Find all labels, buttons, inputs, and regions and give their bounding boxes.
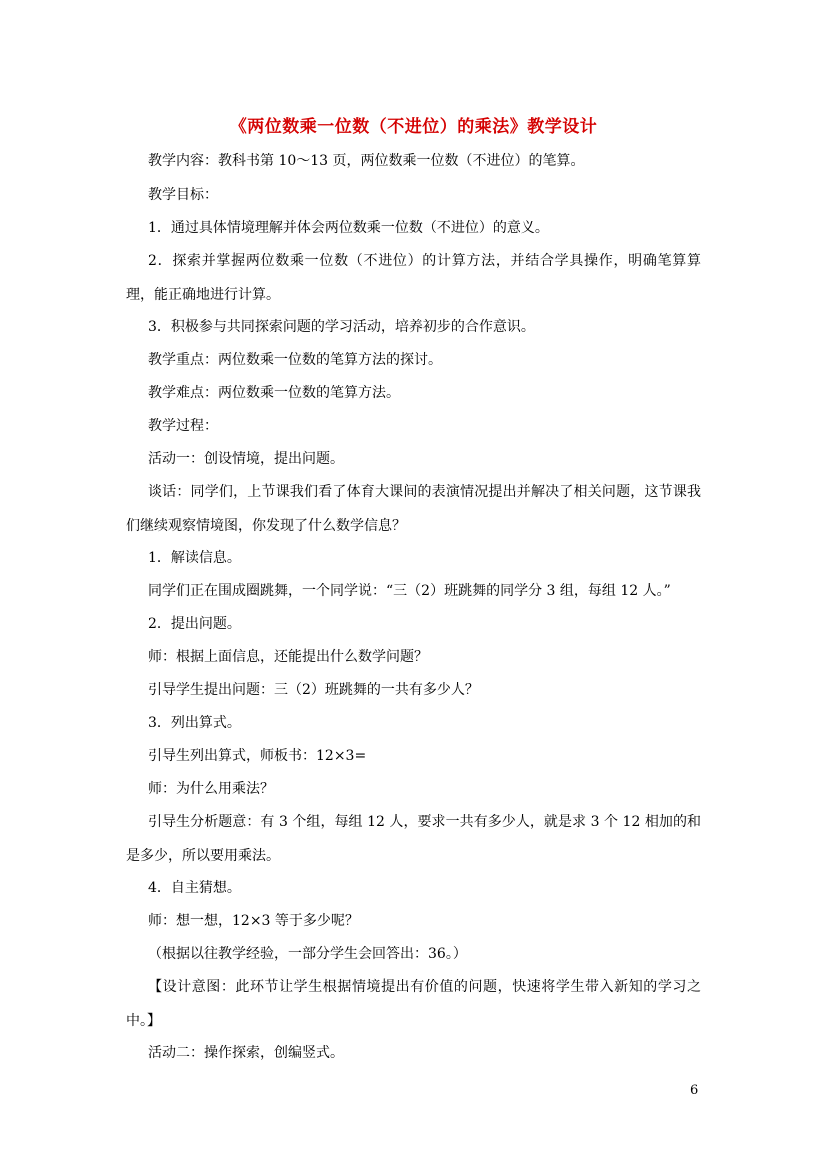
paragraph-note: （根据以往教学经验，一部分学生会回答出：36。） [148,946,467,962]
paragraph-key-point: 教学重点：两位数乘一位数的笔算方法的探讨。 [148,352,442,368]
paragraph-process: 教学过程： [148,418,218,434]
paragraph-activity-1: 活动一：创设情境，提出问题。 [148,451,344,467]
paragraph-design-intent: 【设计意图：此环节让学生根据情境提出有价值的问题，快速将学生带入新知的学习之中。】 [126,979,701,1029]
paragraph-step-1: 1．解读信息。 [148,550,241,566]
paragraph-formula: 引导生列出算式，师板书：12×3= [148,748,367,764]
paragraph-teaching-goals: 教学目标： [148,187,218,203]
paragraph-step-3: 3．列出算式。 [148,715,241,731]
document-title: 《两位数乘一位数（不进位）的乘法》教学设计 [229,117,598,137]
paragraph-difficulty: 教学难点：两位数乘一位数的笔算方法。 [148,385,400,401]
paragraph-teacher-question: 师：根据上面信息，还能提出什么数学问题？ [148,649,428,665]
paragraph-info: 同学们正在围成圈跳舞，一个同学说：“三（2）班跳舞的同学分 3 组，每组 12 人。” [148,583,671,599]
paragraph-talk: 谈话：同学们，上节课我们看了体育大课间的表演情况提出并解决了相关问题，这节课我们继续观察情境图，你发现了什么数学信息？ [126,484,701,534]
paragraph-goal-2: 2．探索并掌握两位数乘一位数（不进位）的计算方法，并结合学具操作，明确笔算算理，能正确地进行计算。 [126,253,701,303]
paragraph-why-multiply: 师：为什么用乘法？ [148,781,274,797]
paragraph-think: 师：想一想，12×3 等于多少呢？ [148,913,359,929]
paragraph-analysis: 引导生分析题意：有 3 个组，每组 12 人，要求一共有多少人，就是求 3 个 12 相加的和是多少，所以要用乘法。 [126,814,701,864]
paragraph-step-4: 4．自主猜想。 [148,880,241,896]
paragraph-goal-1: 1．通过具体情境理解并体会两位数乘一位数（不进位）的意义。 [148,220,549,236]
paragraph-activity-2: 活动二：操作探索，创编竖式。 [148,1045,344,1061]
paragraph-guide-question: 引导学生提出问题：三（2）班跳舞的一共有多少人？ [148,682,479,698]
page-number: 6 [690,1083,699,1098]
paragraph-teaching-content: 教学内容：教科书第 10～13 页，两位数乘一位数（不进位）的笔算。 [148,153,585,169]
paragraph-goal-3: 3．积极参与共同探索问题的学习活动，培养初步的合作意识。 [148,319,535,335]
paragraph-step-2: 2．提出问题。 [148,616,241,632]
